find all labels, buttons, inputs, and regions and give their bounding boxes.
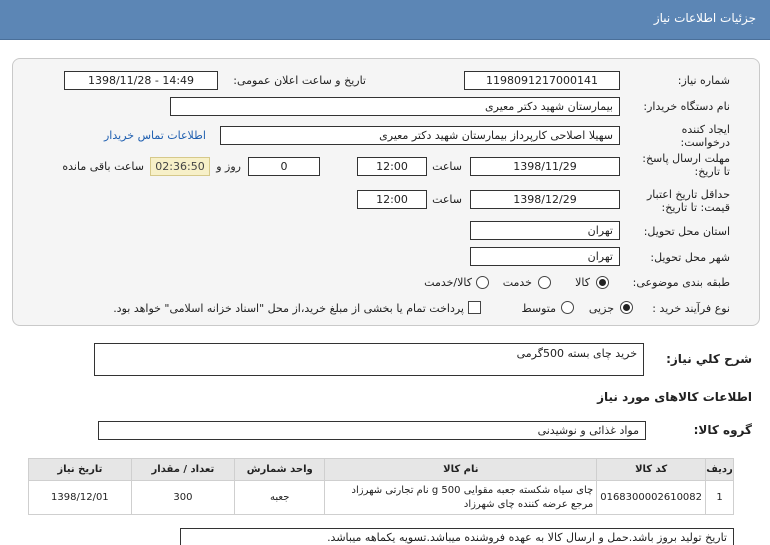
treasury-payment-note: پرداخت تمام یا بخشی از مبلغ خرید،از محل "اسناد خزانه اسلامی" خواهد بود.	[113, 302, 464, 315]
creator-label-line2: درخواست:	[680, 136, 730, 149]
validity-time-field: 12:00	[357, 190, 427, 209]
process-radio-medium[interactable]	[561, 301, 574, 314]
announce-date-label: تاریخ و ساعت اعلان عمومی:	[233, 74, 366, 87]
cell-row: 1	[706, 481, 734, 515]
summary-label: شرح كلي نياز:	[666, 352, 752, 366]
buyer-contact-link[interactable]: اطلاعات تماس خریدار	[104, 129, 206, 142]
city-field: تهران	[470, 247, 620, 266]
category-radio-goods-service[interactable]	[476, 276, 489, 289]
province-field: تهران	[470, 221, 620, 240]
cell-name: چای سیاه شکسته جعبه مقوایی 500 g نام تجارتی شهرزاد مرجع عرضه کننده چای شهرزاد	[325, 481, 597, 515]
category-label: طبقه بندی موضوعی:	[632, 276, 730, 289]
remaining-days-field: 0	[248, 157, 320, 176]
process-radio-minor[interactable]	[620, 301, 633, 314]
validity-time-label: ساعت	[432, 193, 462, 206]
deadline-time-field: 12:00	[357, 157, 427, 176]
buyer-note-field: تاریخ تولید بروز باشد.حمل و ارسال کالا به عهده فروشنده میباشد.تسویه یکماهه میباشد.	[180, 528, 734, 545]
remaining-time-label: ساعت باقی مانده	[62, 160, 144, 173]
cell-date: 1398/12/01	[29, 481, 132, 515]
deadline-date-field: 1398/11/29	[470, 157, 620, 176]
cell-qty: 300	[131, 481, 234, 515]
col-date: تاریخ نیاز	[29, 459, 132, 481]
treasury-payment-checkbox[interactable]	[468, 301, 481, 314]
validity-date-field: 1398/12/29	[470, 190, 620, 209]
validity-label-line1: حداقل تاریخ اعتبار	[646, 188, 730, 201]
col-qty: تعداد / مقدار	[131, 459, 234, 481]
category-radio-service[interactable]	[538, 276, 551, 289]
process-type-label: نوع فرآیند خرید :	[652, 302, 730, 315]
col-name: نام کالا	[325, 459, 597, 481]
deadline-label-line1: مهلت ارسال پاسخ:	[642, 152, 730, 165]
process-option-medium: متوسط	[521, 302, 556, 315]
goods-table	[28, 458, 734, 515]
deadline-time-label: ساعت	[432, 160, 462, 173]
process-option-minor: جزیی	[588, 302, 614, 315]
category-option-goods: کالا	[575, 276, 590, 289]
remaining-time-counter: 02:36:50	[150, 157, 210, 176]
need-number-label: شماره نیاز:	[677, 74, 730, 87]
category-radio-goods[interactable]	[596, 276, 609, 289]
goods-info-heading: اطلاعات کالاهای مورد نیاز	[597, 390, 752, 404]
days-label: روز و	[216, 160, 241, 173]
province-label: استان محل تحویل:	[643, 225, 730, 238]
summary-field: خرید چای بسته 500گرمی	[94, 343, 644, 376]
validity-label-line2: قیمت: تا تاریخ:	[661, 201, 730, 214]
category-option-goods-service: کالا/خدمت	[424, 276, 472, 289]
category-option-service: خدمت	[502, 276, 532, 289]
cell-unit: جعبه	[235, 481, 325, 515]
goods-group-field: مواد غذائی و نوشیدنی	[98, 421, 646, 440]
creator-label-line1: ایجاد کننده	[681, 123, 730, 136]
deadline-label-line2: تا تاریخ:	[694, 165, 730, 178]
cell-code: 0168300002610082	[597, 481, 706, 515]
table-row	[29, 481, 734, 515]
buyer-field: بیمارستان شهید دکتر معیری	[170, 97, 620, 116]
announce-date-field: 1398/11/28 - 14:49	[64, 71, 218, 90]
col-unit: واحد شمارش	[235, 459, 325, 481]
goods-group-label: گروه کالا:	[693, 423, 752, 437]
page-header	[0, 0, 770, 40]
need-number-field: 1198091217000141	[464, 71, 620, 90]
page-title: جزئیات اطلاعات نیاز	[653, 11, 756, 25]
creator-field: سهیلا اصلاحی کارپرداز بیمارستان شهید دکتر معیری	[220, 126, 620, 145]
col-row: ردیف	[706, 459, 734, 481]
buyer-label: نام دستگاه خریدار:	[643, 100, 730, 113]
col-code: کد کالا	[597, 459, 706, 481]
city-label: شهر محل تحویل:	[650, 251, 730, 264]
